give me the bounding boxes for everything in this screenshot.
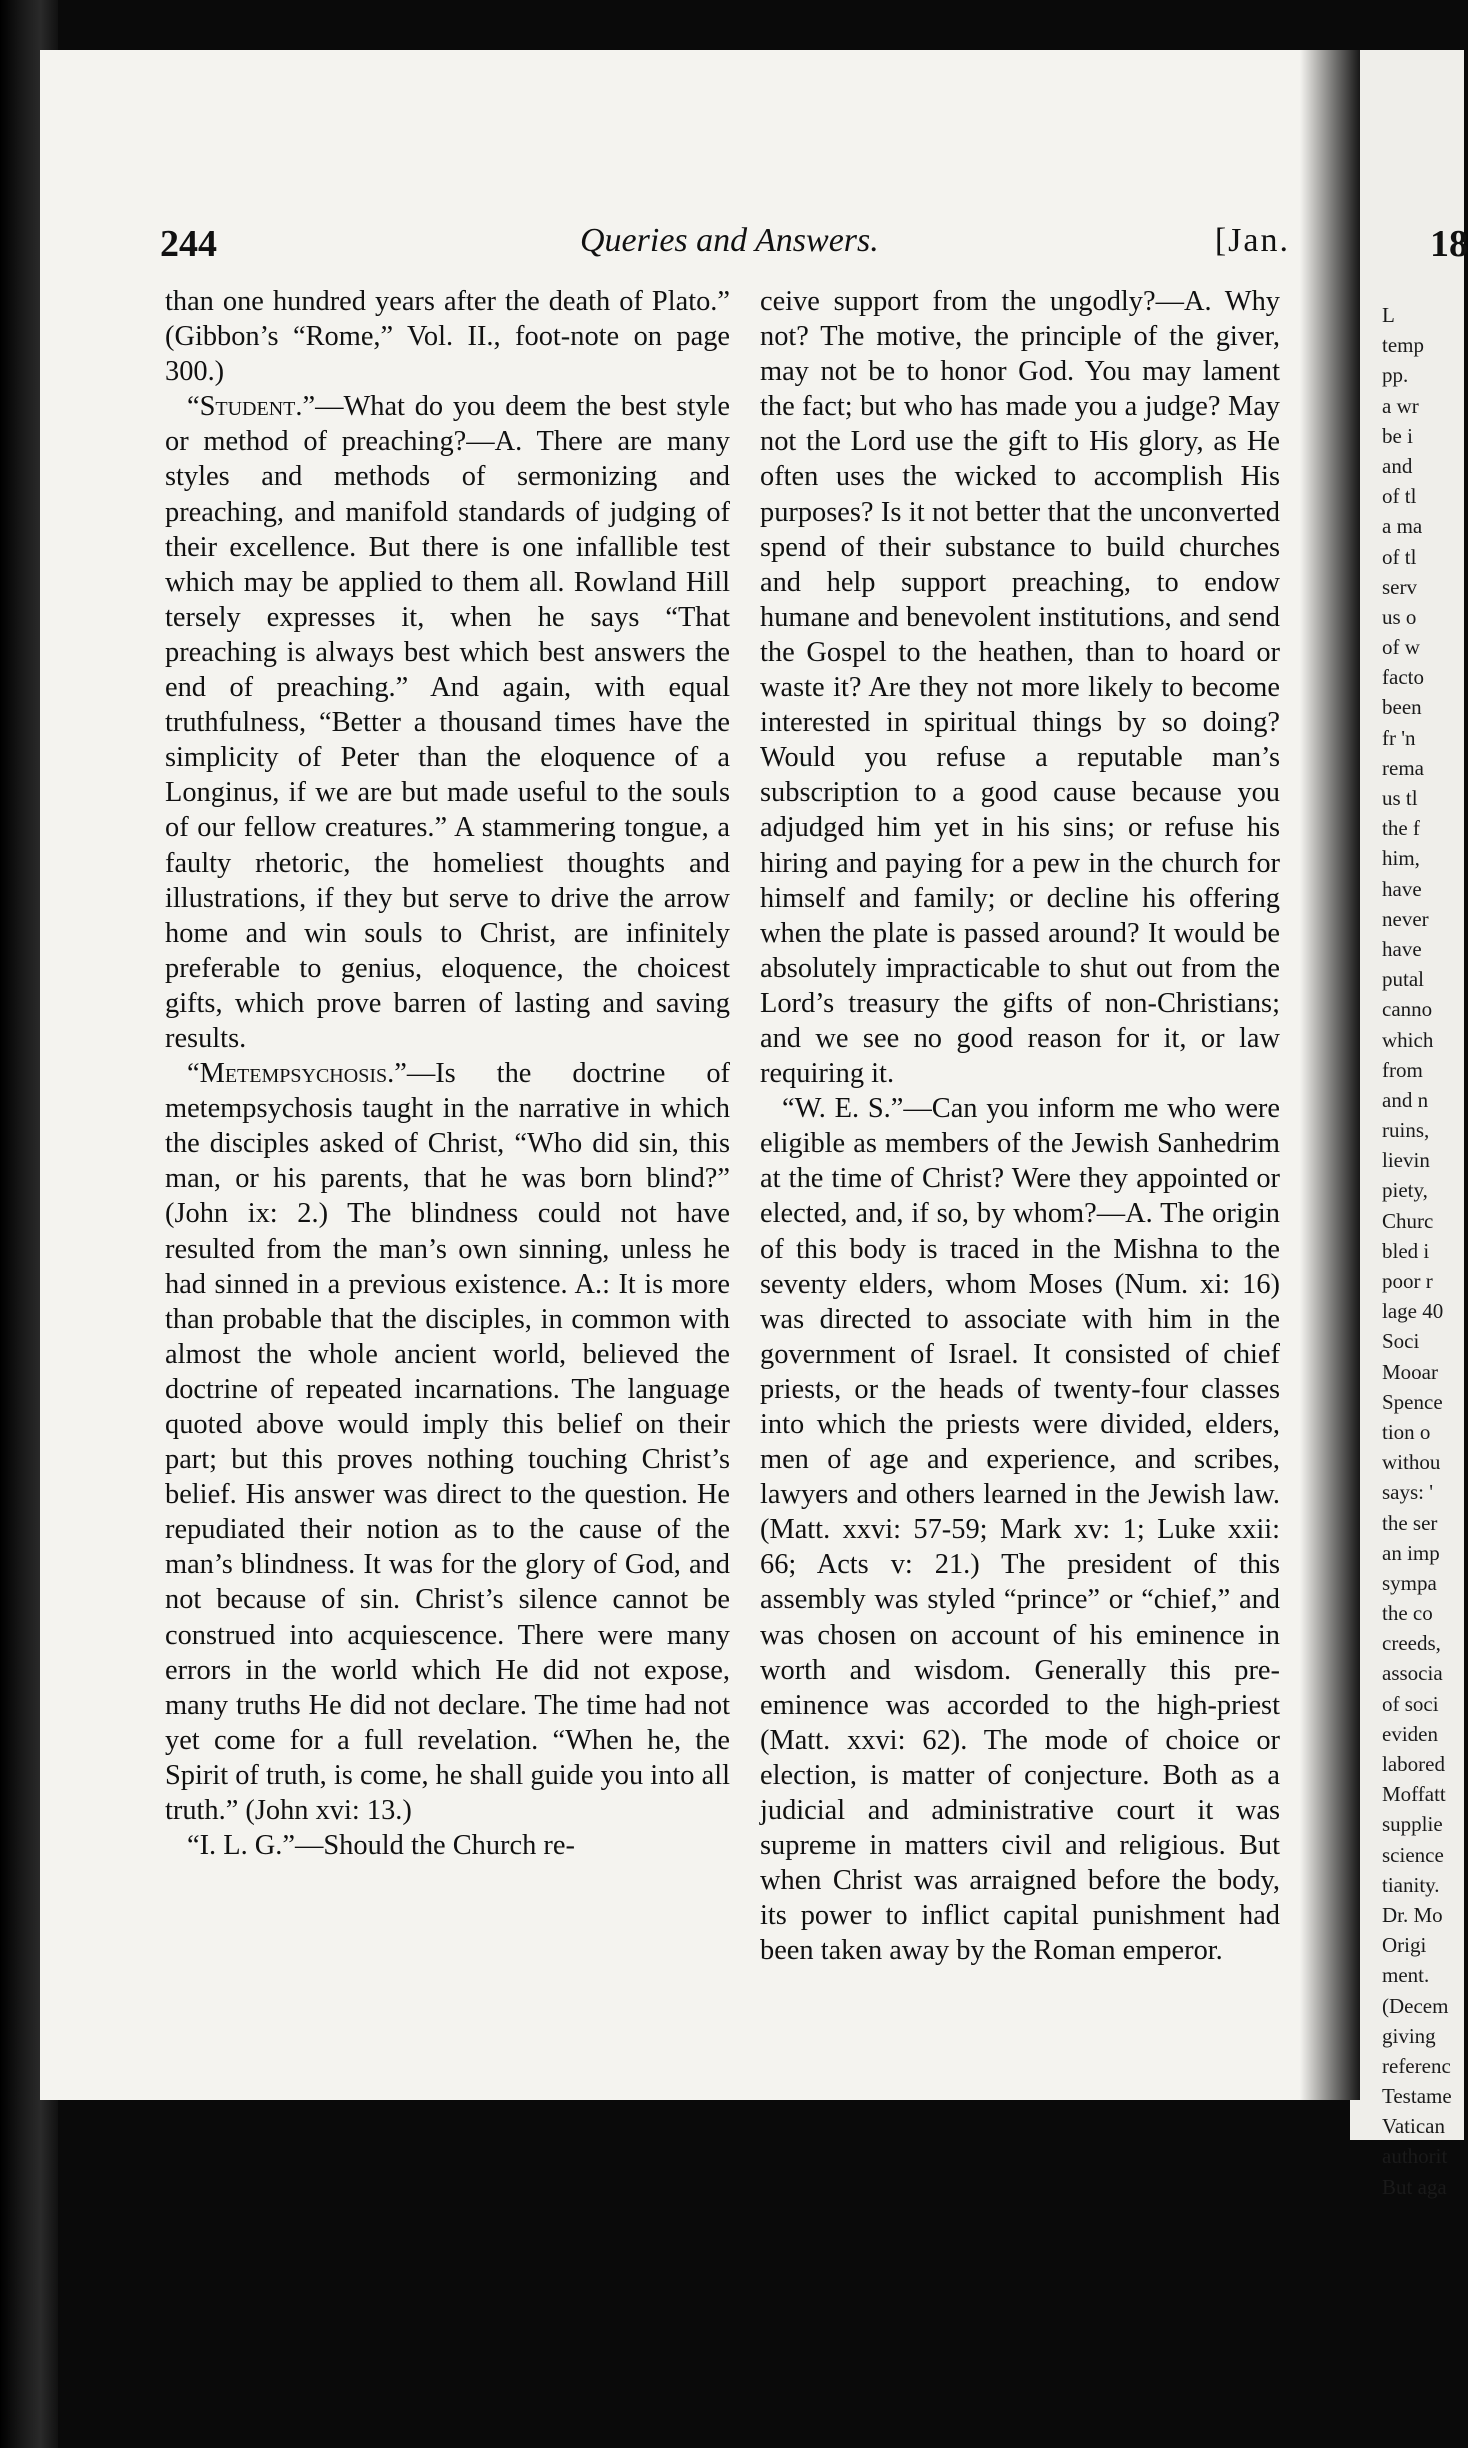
bleed-line: never (1382, 906, 1429, 931)
bleed-line: the f (1382, 816, 1420, 841)
bleed-line: of w (1382, 635, 1420, 660)
bleed-line: eviden (1382, 1721, 1438, 1746)
bleed-line: Dr. Mo (1382, 1902, 1443, 1927)
bleed-line: which (1382, 1027, 1434, 1052)
bleed-line: have (1382, 936, 1422, 961)
query-signature: “I. L. G.” (187, 1830, 295, 1862)
bleed-line: putal (1382, 967, 1424, 992)
bleed-line: ruins, (1382, 1118, 1430, 1143)
running-title: Queries and Answers. (580, 222, 879, 259)
bleed-line: labored (1382, 1752, 1445, 1776)
bleed-line: have (1382, 876, 1422, 901)
bleed-line: says: ' (1382, 1480, 1434, 1505)
bleed-line: facto (1382, 665, 1424, 690)
paragraph-text: than one hundred years after the death of Plato.” (Gibbon’s “Rome,” Vol. II., foot-note on page 300.) (165, 286, 730, 388)
running-month: [Jan. (1214, 222, 1290, 259)
paragraph-text: —Is the doctrine of metempsychosis taught in the narrative in which the disciples asked of Christ, “Who did sin, this man, or his parents, that he was born blind?” (John ix: 2.) The blindness could not have resulted from the man’s own sinning, unless he had sinned in a previous existence. A.: It is more than probable that the disciples, in common with almost the whole ancient world, believed the doctrine of repeated incarnations. The language quoted above would imply this belief on their part; but this proves nothing touching Christ’s belief. His answer was direct to the question. He repudiated their notion as to the cause of the man’s blindness. It was for the glory of God, and not because of sin. Christ’s silence cannot be construed into acquiescence. There were many errors in the world which He did not expose, many truths He did not declare. The time had not yet come for a full revelation. “When he, the Spirit of truth, is come, he shall guide you into all truth.” (John xvi: 13.) (165, 1058, 730, 1827)
paragraph-text: —Can you inform me who were eligible as members of the Jewish Sanhedrim at the time of Christ? Were they appointed or elected, and, if so, by whom?—A. The origin of this body is traced in the Mishna to the seventy elders, whom Moses (Num. xi: 16) was directed to associate with him in the government of Israel. It consisted of chief priests, or the heads of twenty-four classes into which the priests were divided, elders, men of age and experience, and scribes, lawyers and others learned in the Jewish law. (Matt. xxvi: 57-59; Mark xv: 1; Luke xxii: 66; Acts v: 21.) The president of this assembly was styled “prince” or “chief,” and was chosen on account of his eminence in worth and wisdom. Generally this pre-eminence was accorded to the high-priest (Matt. xxvi: 62). The mode of choice or election, is matter of conjecture. Both as a judicial and administrative court it was supreme in matters civil and religious. But when Christ was arraigned before the body, its power to inflict capital punishment had been taken away by the Roman emperor. (760, 1093, 1280, 1967)
bleed-line: a wr (1382, 393, 1419, 418)
query-signature: “W. E. S.” (782, 1093, 904, 1125)
bleed-line: from (1382, 1057, 1423, 1082)
bleed-line: be i (1382, 423, 1413, 448)
bleed-line: pp. (1382, 363, 1409, 388)
bleed-line: the ser (1382, 1510, 1438, 1535)
next-page-bleed-text (1382, 300, 1464, 2202)
paragraph (760, 1091, 1280, 1968)
bleed-line: a ma (1382, 514, 1423, 539)
paragraph (165, 1056, 730, 1828)
bleed-line: lage 40 (1382, 1299, 1444, 1324)
right-column (760, 284, 1280, 1969)
bleed-line: temp (1382, 333, 1424, 358)
bleed-line: (Decem (1382, 1993, 1449, 2018)
bleed-line: giving (1382, 2023, 1436, 2048)
bleed-line: Origi (1382, 1933, 1427, 1958)
bleed-line: serv (1382, 574, 1417, 599)
paragraph (165, 284, 730, 389)
bleed-line: poor r (1382, 1269, 1433, 1293)
bleed-line: piety, (1382, 1178, 1428, 1203)
paragraph-text: —What do you deem the best style or method of preaching?—A. There are many styles and methods of sermonizing and preaching, and manifold standards of judging of their excellence. But there is one infallible test which may be applied to them all. Rowland Hill tersely expresses it, when he says “That preaching is always best which best answers the end of preaching.” And again, with equal truthfulness, “Better a thousand times have the simplicity of Peter than the eloquence of a Longinus, if we are but made useful to the souls of our fellow creatures.” A stammering tongue, a faulty rhetoric, the homeliest thoughts and illustrations, if they but serve to drive the arrow home and win souls to Christ, are infinitely preferable to genius, eloquence, the choicest gifts, which prove barren of lasting and saving results. (165, 391, 730, 1054)
bleed-line: and (1382, 453, 1413, 478)
bleed-line: of tl (1382, 544, 1417, 569)
next-page-number: 18 (1430, 223, 1468, 265)
bleed-line: But aga (1382, 2174, 1447, 2199)
bleed-line: us tl (1382, 786, 1418, 810)
bleed-line: associa (1382, 1661, 1443, 1686)
paragraph (165, 1828, 730, 1863)
bleed-line: fr 'n (1382, 725, 1416, 750)
bleed-line: Vatican (1382, 2114, 1445, 2139)
bleed-line: science (1382, 1842, 1444, 1867)
bleed-line: canno (1382, 997, 1433, 1022)
query-signature: “Metempsychosis.” (187, 1058, 407, 1090)
bleed-line: the co (1382, 1601, 1433, 1626)
bleed-line: him, (1382, 846, 1420, 871)
bleed-line: Testame (1382, 2084, 1452, 2109)
bleed-line: tion o (1382, 1419, 1431, 1444)
query-signature: “Student.” (187, 391, 316, 423)
bleed-line: Soci (1382, 1329, 1420, 1354)
bleed-line: L (1382, 303, 1395, 327)
bleed-line: Mooar (1382, 1359, 1438, 1384)
bleed-line: of tl (1382, 484, 1417, 509)
bleed-line: Moffatt (1382, 1782, 1446, 1807)
left-column (165, 284, 730, 1863)
bleed-line: Churc (1382, 1208, 1434, 1233)
bleed-line: withou (1382, 1450, 1441, 1475)
paragraph (760, 284, 1280, 1091)
bleed-line: Spence (1382, 1389, 1443, 1414)
bleed-line: sympa (1382, 1570, 1437, 1595)
bleed-line: bled i (1382, 1238, 1430, 1263)
page-number: 244 (160, 223, 217, 265)
bleed-line: an imp (1382, 1540, 1440, 1565)
bleed-line: referenc (1382, 2053, 1451, 2078)
bleed-line: tianity. (1382, 1872, 1440, 1897)
bleed-line: ment. (1382, 1963, 1430, 1988)
bleed-line: rema (1382, 755, 1424, 780)
bleed-line: us o (1382, 604, 1417, 629)
gutter-shadow (1300, 50, 1360, 2100)
bleed-line: been (1382, 695, 1422, 720)
paragraph-text: ceive support from the ungodly?—A. Why not? The motive, the principle of the giver, may not be to honor God. You may lament the fact; but who has made you a judge? May not the Lord use the gift to His glory, as He often uses the wicked to accomplish His purposes? Is it not better that the unconverted spend of their substance to build churches and help support preaching, to endow humane and benevolent institutions, and send the Gospel to the heathen, than to hoard or waste it? Are they not more likely to become interested in spiritual things by so doing? Would you refuse a reputable man’s subscription to a good cause because you adjudged him yet in his sins; or refuse his hiring and paying for a pew in the church for himself and family; or decline his offering when the plate is passed around? It would be absolutely impracticable to shut out from the Lord’s treasury the gifts of non-Christians; and we see no good reason for it, or law requiring it. (760, 286, 1280, 1090)
running-head (160, 222, 1290, 272)
bleed-line: lievin (1382, 1148, 1430, 1173)
paragraph-text: —Should the Church re- (295, 1830, 575, 1862)
bleed-line: authorit (1382, 2144, 1448, 2169)
bleed-line: creeds, (1382, 1631, 1441, 1656)
paragraph (165, 389, 730, 1056)
bleed-line: of soci (1382, 1691, 1439, 1716)
bleed-line: supplie (1382, 1812, 1443, 1837)
bleed-line: and n (1382, 1087, 1429, 1112)
